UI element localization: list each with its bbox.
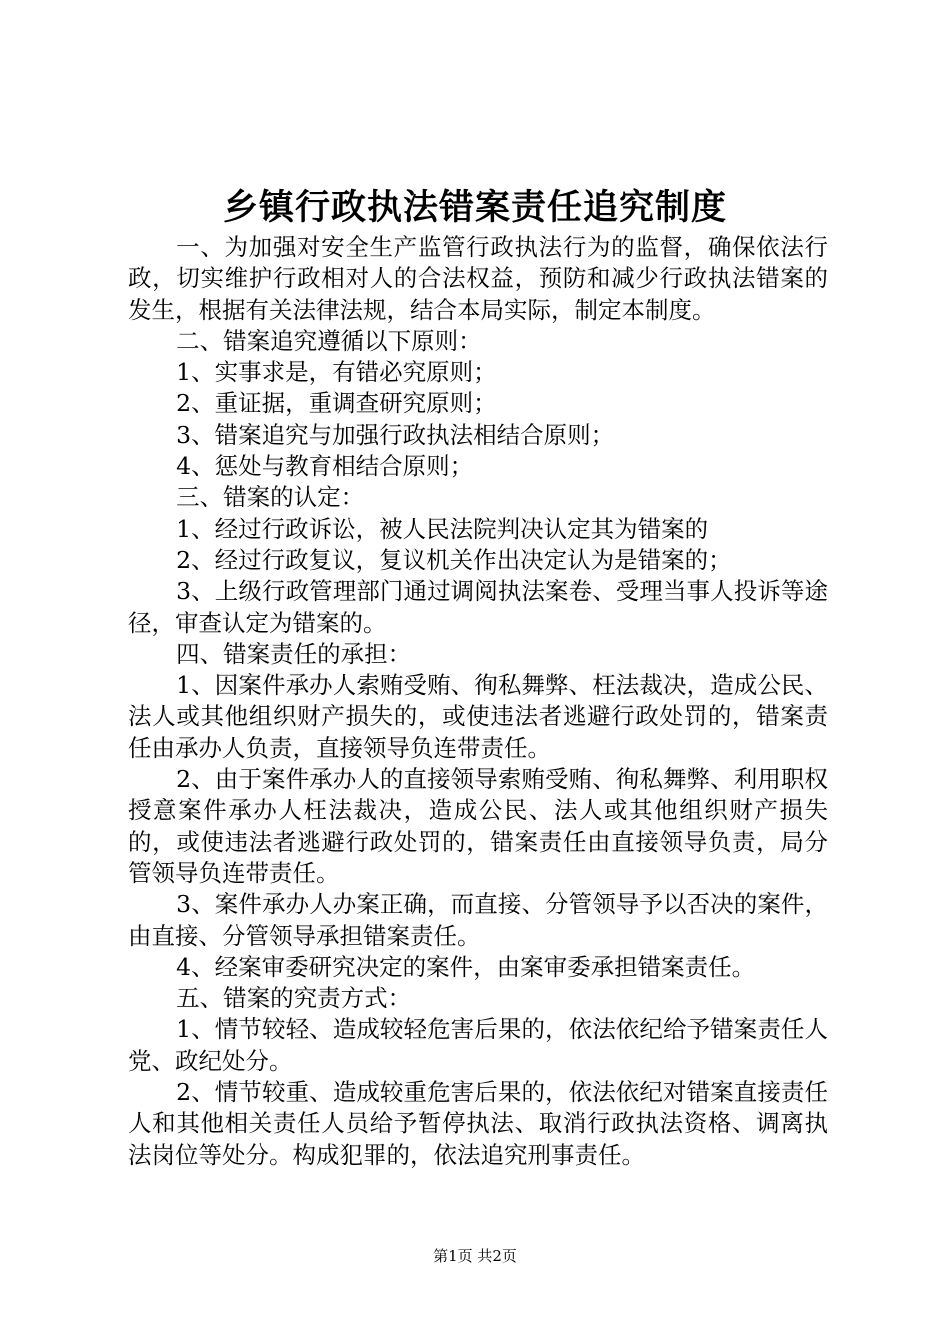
paragraph: 4、经案审委研究决定的案件，由案审委承担错案责任。	[176, 952, 756, 981]
paragraph: 2、情节较重、造成较重危害后果的，依法依纪对错案直接责任人和其他相关责任人员给予暂停执法、取消行政执法资格、调离执法岗位等处分。构成犯罪的，依法追究刑事责任。	[128, 1078, 828, 1169]
document-body	[128, 232, 828, 1171]
page-number: 第1页 共2页	[433, 1247, 517, 1265]
paragraph: 2、由于案件承办人的直接领导索贿受贿、徇私舞弊、利用职权授意案件承办人枉法裁决，造成公民、法人或其他组织财产损失的，或使违法者逃避行政处罚的，错案责任由直接领导负责，局分管领导负连带责任。	[128, 765, 828, 887]
paragraph: 3、上级行政管理部门通过调阅执法案卷、受理当事人投诉等途径，审查认定为错案的。	[128, 577, 828, 637]
page-footer	[0, 1246, 950, 1266]
paragraph: 1、实事求是，有错必究原则；	[176, 358, 497, 387]
paragraph: 一、为加强对安全生产监管行政执法行为的监督，确保依法行政，切实维护行政相对人的合法权益，预防和减少行政执法错案的发生，根据有关法律法规，结合本局实际，制定本制度。	[128, 233, 828, 324]
paragraph: 五、错案的究责方式：	[176, 984, 412, 1013]
paragraph: 3、错案追究与加强行政执法相结合原则；	[176, 420, 615, 449]
paragraph: 3、案件承办人办案正确，而直接、分管领导予以否决的案件，由直接、分管领导承担错案责任。	[128, 890, 828, 950]
paragraph: 2、经过行政复议，复议机关作出决定认为是错案的；	[176, 545, 732, 574]
paragraph: 4、惩处与教育相结合原则；	[176, 452, 474, 481]
paragraph: 1、因案件承办人索贿受贿、徇私舞弊、枉法裁决，造成公民、法人或其他组织财产损失的，或使违法者逃避行政处罚的，错案责任由承办人负责，直接领导负连带责任。	[128, 671, 828, 762]
paragraph: 2、重证据，重调查研究原则；	[176, 389, 497, 418]
paragraph: 1、经过行政诉讼，被人民法院判决认定其为错案的	[176, 514, 709, 543]
document-title: 乡镇行政执法错案责任追究制度	[222, 187, 727, 228]
paragraph: 三、错案的认定：	[176, 483, 365, 512]
paragraph: 四、错案责任的承担：	[176, 639, 412, 668]
paragraph: 1、情节较轻、造成较轻危害后果的，依法依纪给予错案责任人党、政纪处分。	[128, 1015, 828, 1075]
paragraph: 二、错案追究遵循以下原则：	[176, 326, 482, 355]
